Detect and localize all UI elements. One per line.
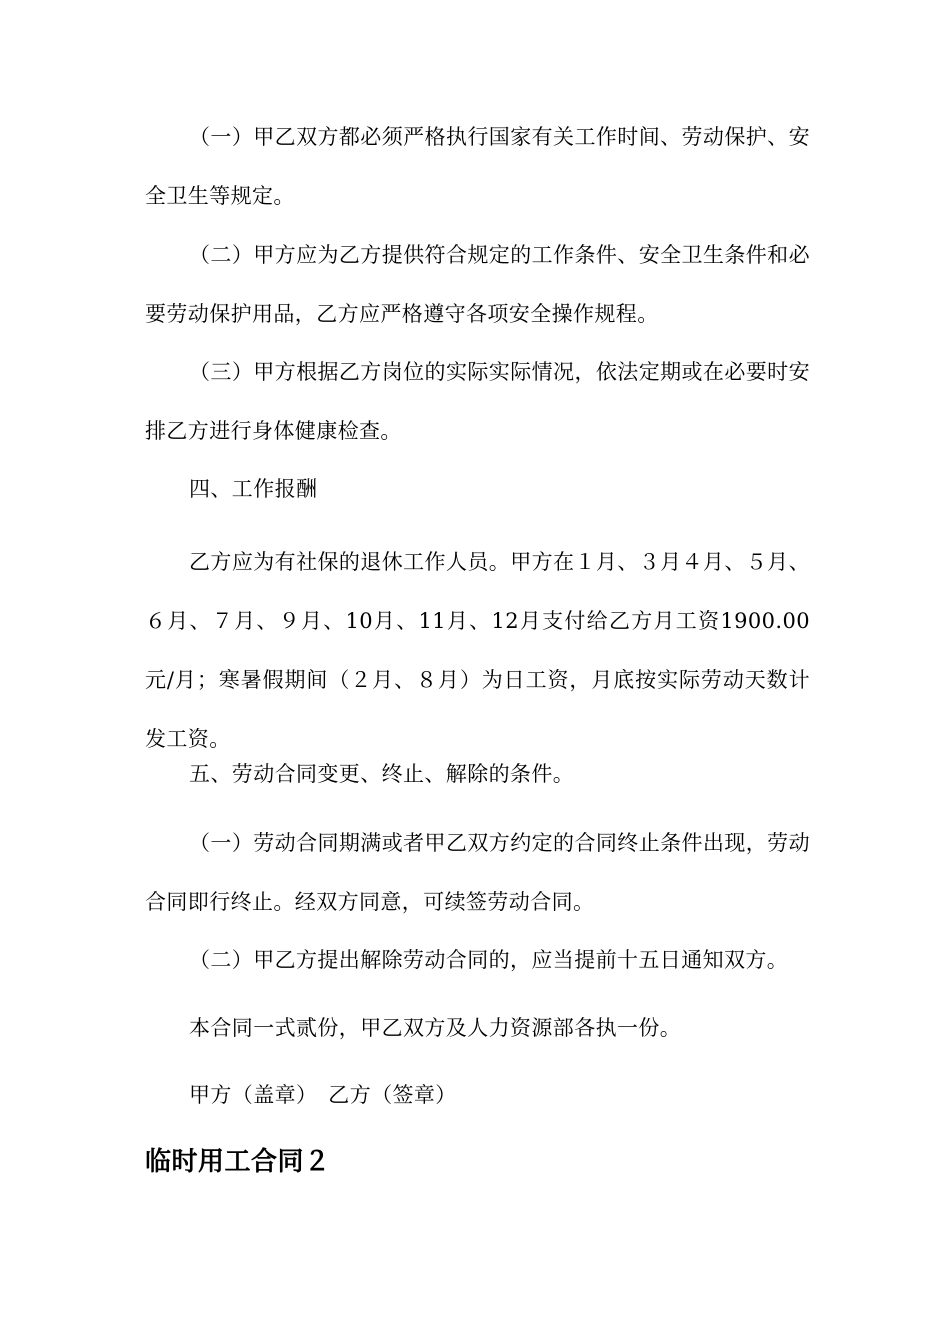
heading-work-remuneration: 四、工作报酬 — [189, 477, 318, 501]
paragraph-working-conditions: （二）甲方应为乙方提供符合规定的工作条件、安全卫生条件和必要劳动保护用品，乙方应严格遵守各项安全操作规程。 — [145, 243, 810, 326]
paragraph-contract-termination: （二）甲乙方提出解除劳动合同的，应当提前十五日通知双方。 — [189, 948, 789, 972]
section-title: 临时用工合同２ — [145, 1147, 331, 1177]
signature-line: 甲方（盖章） 乙方（签章） — [189, 1083, 457, 1107]
paragraph-copies: 本合同一式贰份，甲乙双方及人力资源部各执一份。 — [189, 1016, 682, 1040]
paragraph-work-safety: （一）甲乙双方都必须严格执行国家有关工作时间、劳动保护、安全卫生等规定。 — [145, 125, 810, 208]
paragraph-salary: 乙方应为有社保的退休工作人员。甲方在１月、３月４月、５月、６月、７月、９月、10月、11月、12月支付给乙方月工资1900.00元/月；寒暑假期间（２月、８月）为日工资，月底按实际劳动天数计发工资。 — [145, 550, 810, 751]
heading-contract-change: 五、劳动合同变更、终止、解除的条件。 — [189, 762, 575, 786]
paragraph-contract-expiry: （一）劳动合同期满或者甲乙双方约定的合同终止条件出现，劳动合同即行终止。经双方同意，可续签劳动合同。 — [145, 831, 810, 914]
paragraph-health-check: （三）甲方根据乙方岗位的实际实际情况，依法定期或在必要时安排乙方进行身体健康检查。 — [145, 360, 810, 443]
